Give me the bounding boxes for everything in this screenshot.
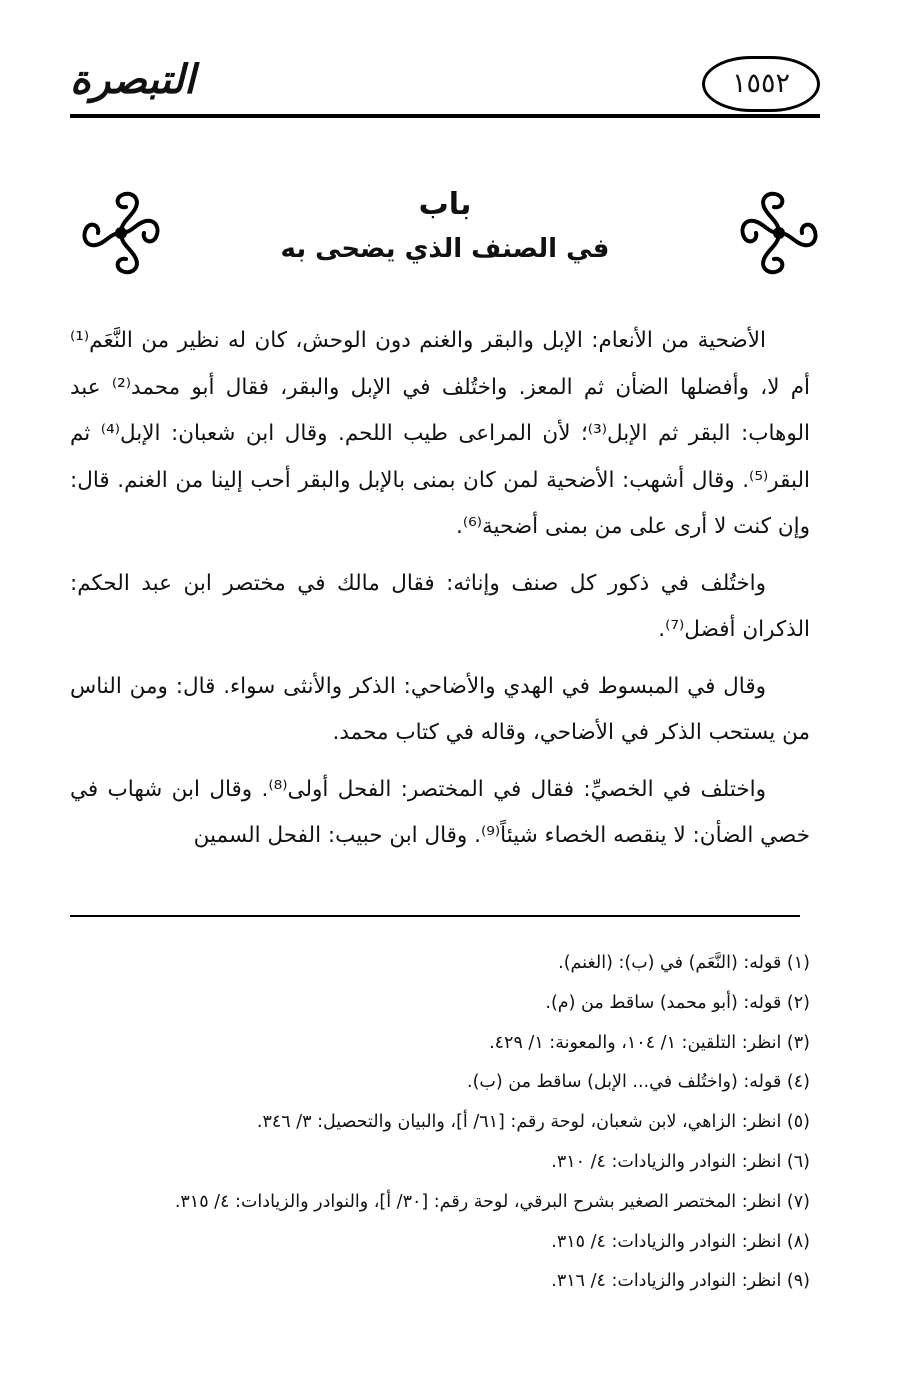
footnote: (٧) انظر: المختصر الصغير بشرح البرقي، لوحة رقم: [٣٠/ أ]، والنوادر والزيادات: ٤/ ٣١٥. [174, 1191, 810, 1212]
footnotes [70, 944, 810, 1302]
footnote: (٦) انظر: النوادر والزيادات: ٤/ ٣١٠. [551, 1151, 810, 1172]
footnote: (٨) انظر: النوادر والزيادات: ٤/ ٣١٥. [551, 1231, 810, 1252]
page-header [70, 50, 820, 120]
header-rule [70, 114, 820, 118]
paragraph: وقال في المبسوط في الهدي والأضاحي: الذكر والأنثى سواء. قال: ومن الناس من يستحب الذكر في الأضاحي، وقاله في كتاب محمد. [70, 673, 810, 745]
footnote: (٥) انظر: الزاهي، لابن شعبان، لوحة رقم: [٦١/ أ]، والبيان والتحصيل: ٣/ ٣٤٦. [256, 1112, 810, 1133]
main-text [70, 318, 810, 870]
footnote: (٩) انظر: النوادر والزيادات: ٤/ ٣١٦. [551, 1271, 810, 1292]
page-number: ١٥٥٢ [702, 56, 820, 112]
floral-scroll-ornament-icon [738, 191, 820, 275]
paragraph: الأضحية من الأنعام: الإبل والبقر والغنم دون الوحش، كان له نظير من النَّعَم⁽¹⁾ أم لا، وأفضلها الضأن ثم المعز. واختُلف في الإبل والبقر، فقال أبو محمد⁽²⁾ عبد الوهاب: البقر ثم الإبل⁽³⁾؛ لأن المراعى طيب اللحم. وقال ابن شعبان: الإبل⁽⁴⁾ ثم البقر⁽⁵⁾. وقال أشهب: الأضحية لمن كان بمنى بالإبل والبقر أحب إلينا من الغنم. قال: وإن كنت لا أرى على من بمنى أضحية⁽⁶⁾. [70, 328, 810, 539]
chapter-subtitle: في الصنف الذي يضحى به [280, 234, 610, 264]
paragraph: واختُلف في ذكور كل صنف وإناثه: فقال مالك في مختصر ابن عبد الحكم: الذكران أفضل⁽⁷⁾. [70, 570, 810, 642]
footnote: (٣) انظر: التلقين: ١/ ١٠٤، والمعونة: ١/ ٤٢٩. [489, 1032, 810, 1053]
footnote-divider [70, 915, 800, 917]
paragraph: واختلف في الخصيِّ: فقال في المختصر: الفحل أولى⁽⁸⁾. وقال ابن شهاب في خصي الضأن: لا ينقصه الخصاء شيئاً⁽⁹⁾. وقال ابن حبيب: الفحل السمين [70, 776, 810, 848]
chapter-heading [70, 183, 820, 283]
footnote: (٤) قوله: (واختُلف في... الإبل) ساقط من (ب). [467, 1072, 810, 1093]
footnote: (١) قوله: (النَّعَم) في (ب): (الغنم). [558, 953, 810, 973]
book-title: التبصرة [70, 56, 196, 103]
chapter-title: باب [418, 187, 472, 222]
footnote: (٢) قوله: (أبو محمد) ساقط من (م). [545, 992, 810, 1013]
